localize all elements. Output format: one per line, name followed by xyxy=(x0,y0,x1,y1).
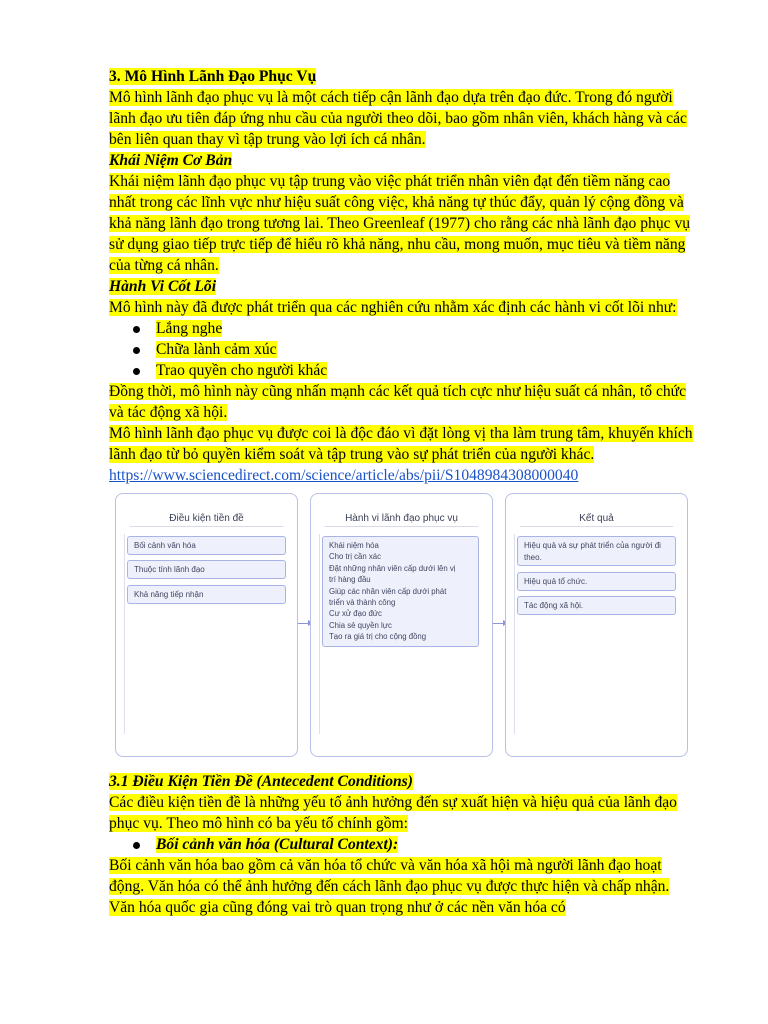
behavior-line: Giúp các nhân viên cấp dưới phát xyxy=(329,586,447,596)
panel-title: Kết quả xyxy=(579,513,614,524)
cultural-context-text: Bối cảnh văn hóa bao gồm cả văn hóa tổ chức và văn hóa xã hội mà người lãnh đạo hoạt động. Văn hóa có thể ảnh hưởng đến cách lãnh đạo phục vụ được thực hiện và chấp nhận. Văn hóa quốc gia cũng đóng vai trò quan trọng như ở các nền văn hóa có xyxy=(109,857,670,916)
behavior-line: Cho trị cần xác xyxy=(329,552,382,562)
list-item: Bối cảnh văn hóa (Cultural Context): xyxy=(109,834,694,855)
basic-concept-text: Khái niệm lãnh đạo phục vụ tập trung vào việc phát triển nhân viên đạt đến tiềm năng cao nhất trong các lĩnh vực như hiệu suất công việc, khả năng tự thúc đẩy, quản lý cộng đồng và khả năng lãnh đạo trong tương lai. Theo Greenleaf (1977) cho rằng các nhà lãnh đạo phục vụ sử dụng giao tiếp trực tiếp để hiểu rõ khả năng, nhu cầu, mong muốn, mục tiêu và tiềm năng của từng cá nhân. xyxy=(109,173,691,274)
antecedent-item: Bối cảnh văn hóa xyxy=(127,536,286,555)
behavior-line: Khái niệm hóa xyxy=(329,541,379,550)
divider xyxy=(514,534,515,734)
outcome-item xyxy=(517,536,676,566)
bullet-icon xyxy=(133,347,140,354)
behavior-line: Chia sẻ quyền lực xyxy=(329,620,392,630)
outcome-line: Hiệu quả và sự phát triển của người đi xyxy=(524,541,661,550)
bullet-icon xyxy=(133,842,140,849)
list-item: Trao quyền cho người khác xyxy=(109,360,694,381)
outcome-line: theo. xyxy=(524,552,542,562)
outcome-item: Tác động xã hội. xyxy=(517,596,676,615)
bullet-icon xyxy=(133,368,140,375)
divider xyxy=(124,534,125,734)
behavior-line: Tạo ra giá trị cho cộng đồng xyxy=(329,632,427,642)
section-3-intro: Mô hình lãnh đạo phục vụ là một cách tiếp cận lãnh đạo dựa trên đạo đức. Trong đó người lãnh đạo ưu tiên đáp ứng nhu cầu của người theo dõi, bao gồm nhân viên, khách hàng và các bên liên quan thay vì tập trung vào lợi ích cá nhân. xyxy=(109,89,687,148)
panel-title: Điều kiện tiền đề xyxy=(169,513,244,524)
section-3-1-heading: 3.1 Điều Kiện Tiền Đề (Antecedent Conditions) xyxy=(109,773,413,790)
panel-title: Hành vi lãnh đạo phục vụ xyxy=(345,513,458,524)
bullet-icon xyxy=(133,326,140,333)
behavior-panel xyxy=(310,493,493,757)
antecedent-panel xyxy=(115,493,298,757)
divider xyxy=(325,526,478,527)
antecedent-list xyxy=(109,834,694,855)
servant-leadership-diagram xyxy=(115,493,693,763)
section-3-1-text: Các điều kiện tiền đề là những yếu tố ảnh hưởng đến sự xuất hiện và hiệu quả của lãnh đạo phục vụ. Theo mô hình có ba yếu tố chính gồm: xyxy=(109,794,677,832)
divider xyxy=(130,526,283,527)
core-behavior-heading: Hành Vi Cốt Lõi xyxy=(109,278,217,295)
document-page xyxy=(109,66,694,918)
core-behavior-list xyxy=(109,318,694,381)
behavior-line: triển và thành công xyxy=(329,598,396,608)
basic-concept-heading: Khái Niệm Cơ Bản xyxy=(109,152,233,169)
antecedent-item: Khả năng tiếp nhận xyxy=(127,585,286,604)
results-paragraph: Đồng thời, mô hình này cũng nhấn mạnh các kết quả tích cực như hiệu suất cá nhân, tổ chức và tác động xã hội. xyxy=(109,383,687,421)
uniqueness-paragraph: Mô hình lãnh đạo phục vụ được coi là độc đáo vì đặt lòng vị tha làm trung tâm, khuyến khích lãnh đạo từ bỏ quyền kiểm soát và tập trung vào sự phát triển của người khác. xyxy=(109,425,693,463)
reference-link[interactable]: https://www.sciencedirect.com/science/article/abs/pii/S1048984308000040 xyxy=(109,467,579,484)
list-item: Lắng nghe xyxy=(109,318,694,339)
divider xyxy=(319,534,320,734)
list-item: Chữa lành cảm xúc xyxy=(109,339,694,360)
antecedent-item: Thuộc tính lãnh đạo xyxy=(127,560,286,579)
behavior-line: Cư xử đạo đức xyxy=(329,609,382,619)
outcome-panel xyxy=(505,493,688,757)
core-behavior-text: Mô hình này đã được phát triển qua các nghiên cứu nhằm xác định các hành vi cốt lõi như: xyxy=(109,299,677,316)
outcome-item: Hiệu quả tổ chức. xyxy=(517,572,676,591)
behavior-line: trí hàng đầu xyxy=(329,575,371,585)
divider xyxy=(520,526,673,527)
behavior-list xyxy=(322,536,479,647)
section-3-title: 3. Mô Hình Lãnh Đạo Phục Vụ xyxy=(109,68,317,85)
behavior-line: Đặt những nhân viên cấp dưới lên vị xyxy=(329,563,456,573)
